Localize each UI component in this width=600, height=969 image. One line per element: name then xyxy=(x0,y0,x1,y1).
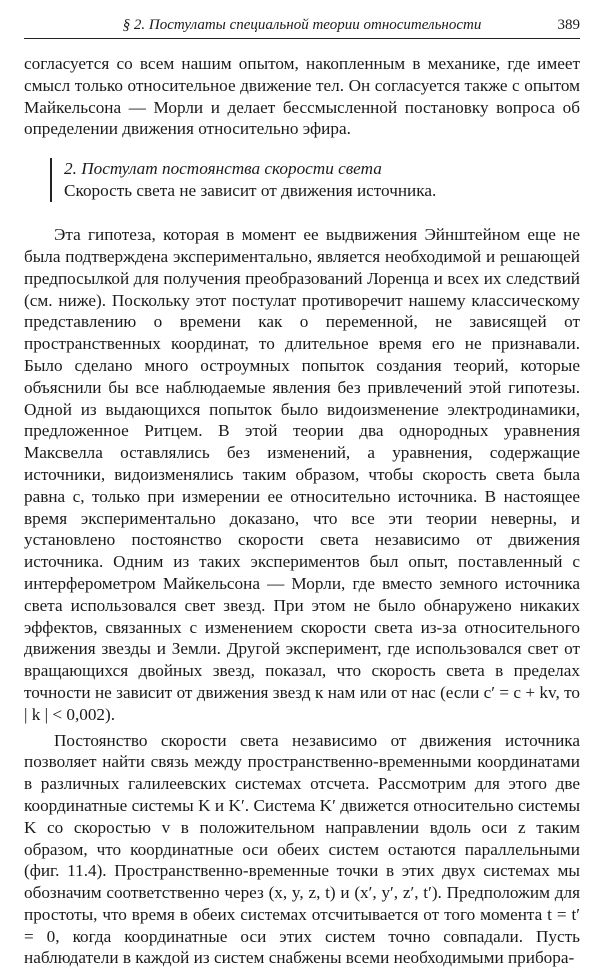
paragraph-hypothesis: Эта гипотеза, которая в момент ее выдвижения Эйнштейном еще не была подтверждена экспериментально, является необходимой и решающей предпосылкой для получения преобразований Лоренца и всех их следствий (см. ниже). Поскольку этот постулат противоречит нашему классическому представлению о времени как о переменной, не зависящей от пространственных координат, то длительное время его не признавали. Было сделано много остроумных попыток создания теорий, которые объяснили бы все наблюдаемые явления без привлечений этой гипотезы. Одной из выдающихся попыток было видоизменение электродинамики, предложенное Ритцем. В этой теории два однородных уравнения Максвелла оставлялись без изменений, а уравнения, содержащие источники, видоизменялись таким образом, чтобы скорость света была равна c, только при измерении ее относительно источника. В настоящее время экспериментально доказано, что все эти теории неверны, и установлено постоянство скорости света независимо от движения источника. Одним из таких экспериментов был опыт, поставленный с интерферометром Майкельсона — Морли, где вместо земного источника света использовался свет звезд. При этом не было обнаружено никаких эффектов, связанных с изменением скорости света из-за относительного движения звезды и Земли. Другой эксперимент, где использовался свет от вращающихся двойных звезд, показал, что скорость света в пределах точности не зависит от движения звезд к нам или от нас (если c′ = c + kv, то | k | < 0,002). xyxy=(24,225,580,724)
chapter-title: § 2. Постулаты специальной теории относительности xyxy=(122,17,482,33)
book-page xyxy=(24,12,580,969)
paragraph-intro: согласуется со всем нашим опытом, накопленным в механике, где имеет смысл только относительное движение тел. Он согласуется также с опытом Майкельсона — Морли и делает бессмысленной постановку вопроса об определении движения относительно эфира. xyxy=(24,54,580,139)
running-head xyxy=(24,12,580,39)
postulate-title: 2. Постулат постоянства скорости света xyxy=(64,159,382,179)
page-number: 389 xyxy=(557,17,580,33)
body-text xyxy=(24,53,580,969)
postulate-box xyxy=(50,158,580,202)
postulate-statement: Скорость света не зависит от движения источника. xyxy=(64,181,437,201)
paragraph-constancy: Постоянство скорости света независимо от движения источника позволяет найти связь между пространственно-временными координатами в различных галилеевских системах отсчета. Рассмотрим для этого две координатные системы K и K′. Система K′ движется относительно системы K со скоростью v в положительном направлении вдоль оси z таким образом, что координатные оси обеих систем остаются параллельными (фиг. 11.4). Пространственно-временные точки в этих двух системах мы обозначим соответственно через (x, y, z, t) и (x′, y′, z′, t′). Предположим для простоты, что время в обеих системах отсчитывается от того момента t = t′ = 0, когда координатные оси этих систем точно совпадали. Пусть наблюдатели в каждой из систем снабжены всеми необходимыми прибора- xyxy=(24,730,580,968)
